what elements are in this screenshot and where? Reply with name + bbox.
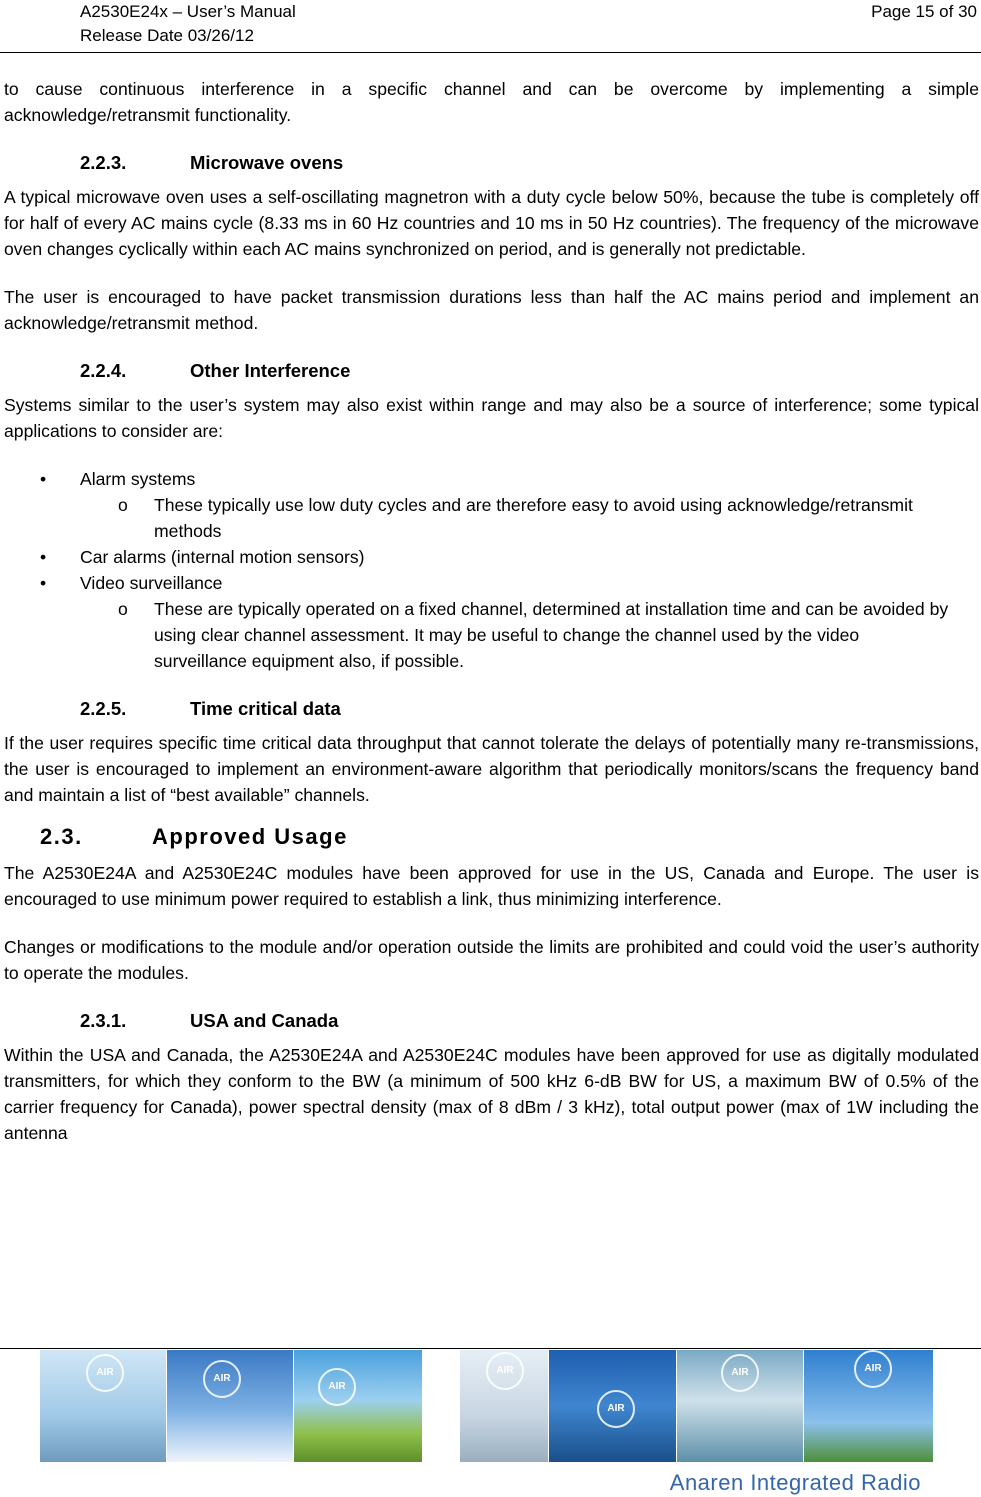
header-left bbox=[80, 0, 296, 48]
section-title: USA and Canada bbox=[190, 1010, 339, 1031]
section-title: Microwave ovens bbox=[190, 152, 344, 173]
footer-divider bbox=[0, 1348, 981, 1349]
section-title: Other Interference bbox=[190, 360, 351, 381]
section-heading-2-3 bbox=[4, 822, 979, 852]
air-logo: AIR bbox=[597, 1390, 635, 1428]
list-item bbox=[4, 570, 979, 674]
air-logo: AIR bbox=[203, 1360, 241, 1398]
paragraph: Within the USA and Canada, the A2530E24A and A2530E24C modules have been approved for use as digitally modulated transmitters, for which they conform to the BW (a minimum of 500 kHz 6-dB BW for US, a maximum BW of 0.5% of the carrier frequency for Canada), power spectral density (max of 8 dBm / 3 kHz), total output power (max of 1W including the antenna bbox=[4, 1045, 979, 1143]
section-heading-2-2-3 bbox=[4, 150, 979, 176]
section-heading-2-2-4 bbox=[4, 358, 979, 384]
paragraph: A typical microwave oven uses a self-oscillating magnetron with a duty cycle below 50%, because the tube is completely off for half of every AC mains cycle (8.33 ms in 60 Hz countries and 10 ms in 50 Hz countries). The frequency of the microwave oven changes cyclically within each AC mains synchronized on period, and is generally not predictable. bbox=[4, 187, 979, 259]
air-logo: AIR bbox=[318, 1368, 356, 1406]
air-logo: AIR bbox=[86, 1354, 124, 1392]
list-item-text: Alarm systems bbox=[80, 469, 196, 489]
paragraph: Systems similar to the user’s system may also exist within range and may also be a source of interference; some typical applications to consider are: bbox=[4, 395, 979, 441]
sub-list-item: o These typically use low duty cycles and are therefore easy to avoid using acknowledge/retransmit methods bbox=[80, 492, 979, 544]
paragraph: If the user requires specific time critical data throughput that cannot tolerate the delays of potentially many re-transmissions, the user is encouraged to implement an environment-aware algorithm that periodically monitors/scans the frequency band and maintain a list of “best available” channels. bbox=[4, 733, 979, 805]
section-number: 2.3. bbox=[40, 824, 83, 849]
air-logo: AIR bbox=[721, 1354, 759, 1392]
banner-photo-skateboarder bbox=[40, 1350, 166, 1462]
page-number: Page 15 of 30 bbox=[871, 2, 977, 21]
banner-photo-snowboarder bbox=[460, 1350, 548, 1462]
interference-list bbox=[4, 466, 979, 674]
list-item: • Car alarms (internal motion sensors) bbox=[4, 544, 979, 570]
banner-photo-rollerblader bbox=[804, 1350, 933, 1462]
banner-photo-kayaker bbox=[677, 1350, 803, 1462]
page-body bbox=[4, 76, 979, 1168]
intro-paragraph: to cause continuous interference in a specific channel and can be overcome by implementing a simple acknowledge/retransmit functionality. bbox=[4, 79, 979, 125]
list-item bbox=[4, 466, 979, 544]
list-item-text: Video surveillance bbox=[80, 573, 223, 593]
banner-photo-cyclist bbox=[294, 1350, 422, 1462]
section-number: 2.3.1. bbox=[80, 1010, 127, 1031]
banner-photo-windsurfer bbox=[549, 1350, 676, 1462]
page-header bbox=[0, 0, 981, 53]
section-number: 2.2.5. bbox=[80, 698, 127, 719]
footer-banner bbox=[40, 1350, 933, 1462]
manual-title: A2530E24x – User’s Manual bbox=[80, 2, 296, 21]
section-heading-2-3-1 bbox=[4, 1008, 979, 1034]
sub-list bbox=[80, 492, 979, 544]
banner-photo-skier bbox=[167, 1350, 293, 1462]
paragraph: The user is encouraged to have packet transmission durations less than half the AC mains period and implement an acknowledge/retransmit method. bbox=[4, 287, 979, 333]
section-heading-2-2-5 bbox=[4, 696, 979, 722]
section-title: Approved Usage bbox=[152, 824, 348, 849]
air-logo: AIR bbox=[486, 1352, 524, 1390]
sub-list-item: o These are typically operated on a fixed channel, determined at installation time and can be avoided by using clear channel assessment. It may be useful to change the channel used by the video surveillance equipment also, if possible. bbox=[80, 596, 979, 674]
paragraph: Changes or modifications to the module and/or operation outside the limits are prohibited and could void the user’s authority to operate the modules. bbox=[4, 937, 979, 983]
brand-name: Anaren Integrated Radio bbox=[669, 1470, 921, 1495]
release-date: Release Date 03/26/12 bbox=[80, 26, 254, 45]
air-logo: AIR bbox=[854, 1350, 892, 1388]
section-number: 2.2.4. bbox=[80, 360, 127, 381]
section-number: 2.2.3. bbox=[80, 152, 127, 173]
paragraph: The A2530E24A and A2530E24C modules have been approved for use in the US, Canada and Europe. The user is encouraged to use minimum power required to establish a link, thus minimizing interference. bbox=[4, 863, 979, 909]
section-title: Time critical data bbox=[190, 698, 341, 719]
sub-list bbox=[80, 596, 979, 674]
